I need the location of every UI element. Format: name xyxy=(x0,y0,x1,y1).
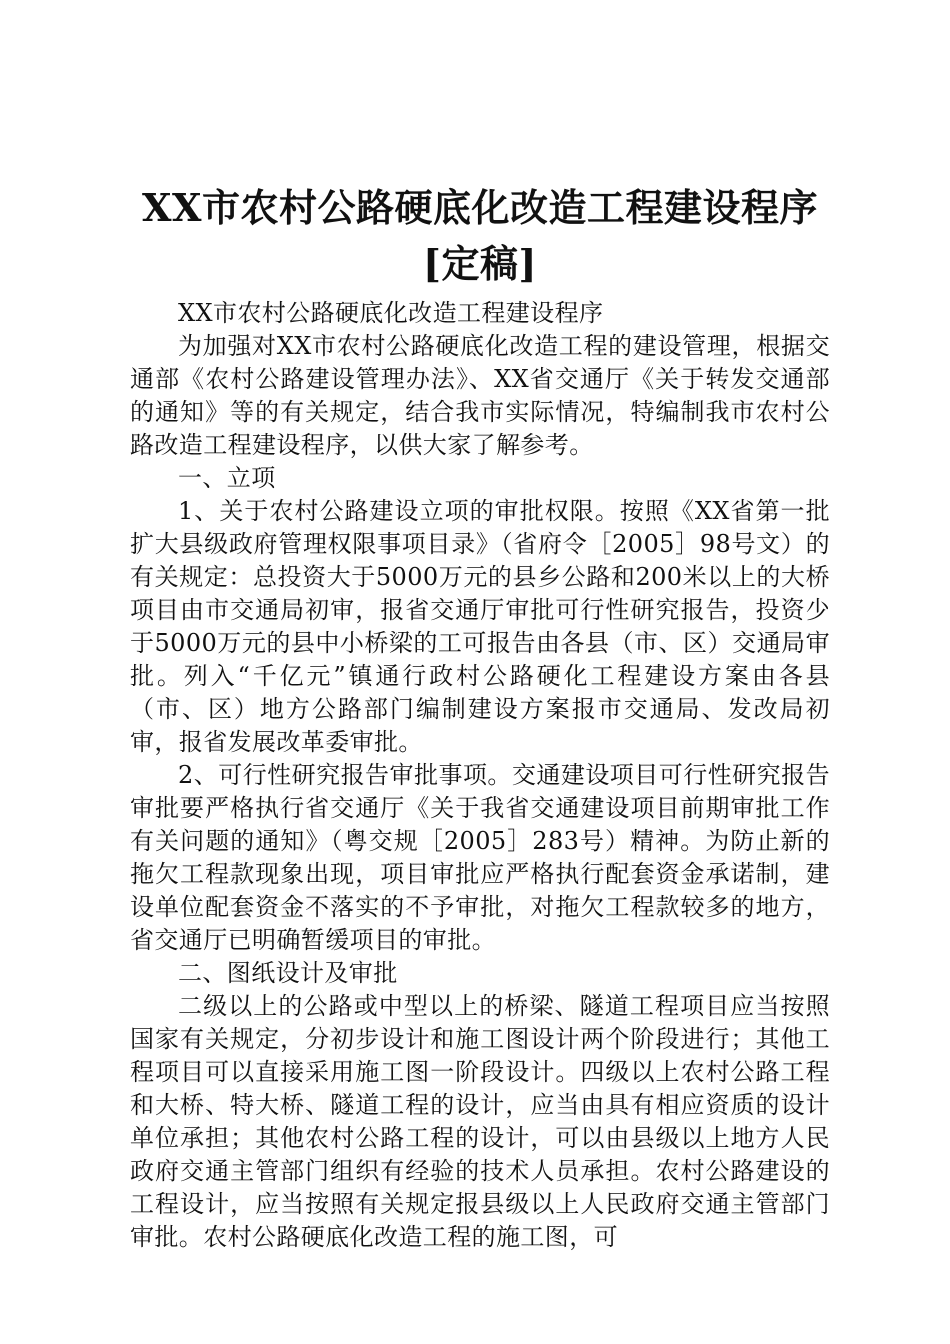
section1-item2-paragraph: 2、可行性研究报告审批事项。交通建设项目可行性研究报告审批要严格执行省交通厅《关于我省交通建设项目前期审批工作有关问题的通知》（粤交规［2005］283号）精神。为防止新的拖欠工程款现象出现，项目审批应严格执行配套资金承诺制，建设单位配套资金不落实的不予审批，对拖欠工程款较多的地方，省交通厅已明确暂缓项目的审批。 xyxy=(130,761,830,954)
section1-item1-paragraph: 1、关于农村公路建设立项的审批权限。按照《XX省第一批扩大县级政府管理权限事项目录》（省府令［2005］98号文）的有关规定：总投资大于5000万元的县乡公路和200米以上的大桥项目由市交通局初审，报省交通厅审批可行性研究报告，投资少于5000万元的县中小桥梁的工可报告由各县（市、区）交通局审批。列入“千亿元”镇通行政村公路硬化工程建设方案由各县（市、区）地方公路部门编制建设方案报市交通局、发改局初审，报省发展改革委审批。 xyxy=(130,497,830,756)
document-body xyxy=(130,297,830,1254)
intro-paragraph: 为加强对XX市农村公路硬底化改造工程的建设管理，根据交通部《农村公路建设管理办法》、XX省交通厅《关于转发交通部的通知》等的有关规定，结合我市实际情况，特编制我市农村公路改造工程建设程序，以供大家了解参考。 xyxy=(130,332,830,459)
section-heading-design-approval: 二、图纸设计及审批 xyxy=(178,959,398,987)
section-heading-project-approval: 一、立项 xyxy=(178,464,276,492)
document-title: XX市农村公路硬底化改造工程建设程序[定稿] xyxy=(142,185,818,286)
document-subtitle: XX市农村公路硬底化改造工程建设程序 xyxy=(178,299,604,327)
section2-body-paragraph: 二级以上的公路或中型以上的桥梁、隧道工程项目应当按照国家有关规定，分初步设计和施工图设计两个阶段进行；其他工程项目可以直接采用施工图一阶段设计。四级以上农村公路工程和大桥、特大桥、隧道工程的设计，应当由具有相应资质的设计单位承担；其他农村公路工程的设计，可以由县级以上地方人民政府交通主管部门组织有经验的技术人员承担。农村公路建设的工程设计，应当按照有关规定报县级以上人民政府交通主管部门审批。农村公路硬底化改造工程的施工图，可 xyxy=(130,992,830,1251)
